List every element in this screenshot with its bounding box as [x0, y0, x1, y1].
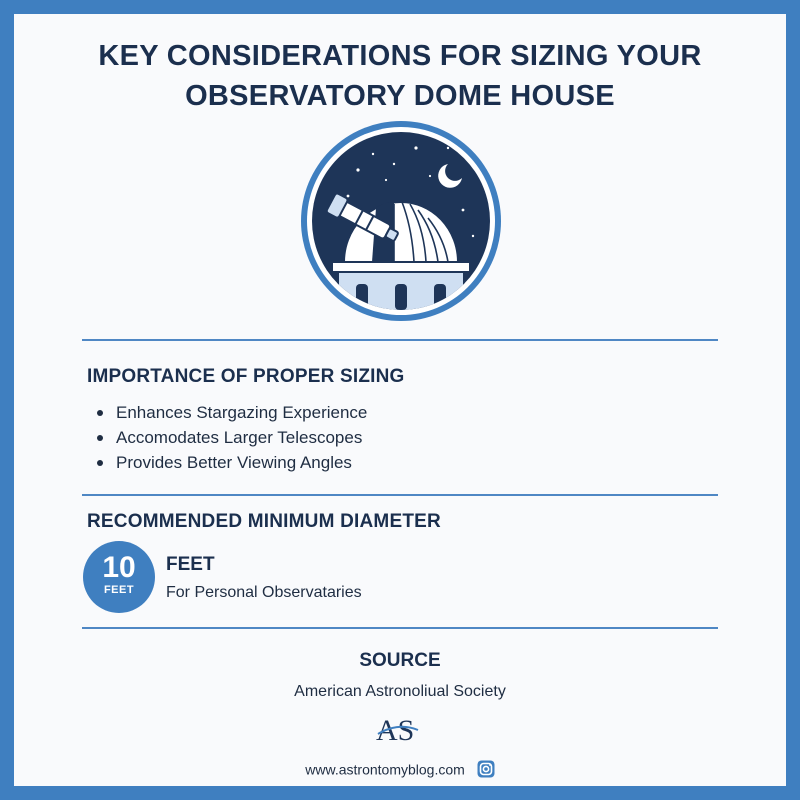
list-item	[94, 400, 367, 425]
footer	[14, 760, 786, 778]
website-link[interactable]: www.astrontomyblog.com	[305, 761, 465, 778]
observatory-dome-icon	[298, 118, 504, 324]
svg-text:AS: AS	[376, 714, 415, 747]
list-item	[94, 450, 367, 475]
divider	[82, 339, 718, 341]
diameter-unit-label: FEET	[166, 554, 215, 575]
title-line-2: OBSERVATORY DOME HOUSE	[185, 80, 615, 112]
divider	[82, 494, 718, 496]
list-item	[94, 425, 367, 450]
title-line-1: KEY CONSIDERATIONS FOR SIZING YOUR	[98, 40, 702, 72]
badge-value: 10	[102, 551, 136, 584]
importance-heading: IMPORTANCE OF PROPER SIZING	[87, 366, 405, 387]
society-logo	[372, 708, 424, 754]
minimum-heading: RECOMMENDED MINIMUM DIAMETER	[87, 511, 441, 532]
importance-list	[94, 400, 367, 475]
source-heading: SOURCE	[359, 650, 441, 671]
source-name: American Astronoliual Society	[294, 683, 506, 700]
bullet-icon	[97, 410, 103, 416]
diameter-badge	[83, 541, 155, 613]
bullet-icon	[97, 435, 103, 441]
list-item-label: Provides Better Viewing Angles	[116, 453, 352, 472]
page-title	[14, 36, 786, 116]
list-item-label: Enhances Stargazing Experience	[116, 403, 368, 422]
diameter-note: For Personal Observataries	[166, 584, 362, 601]
bullet-icon	[97, 460, 103, 466]
infographic-card	[14, 14, 786, 786]
instagram-icon[interactable]	[477, 760, 495, 778]
list-item-label: Accomodates Larger Telescopes	[116, 428, 363, 447]
badge-unit: FEET	[103, 584, 135, 596]
divider	[82, 627, 718, 629]
